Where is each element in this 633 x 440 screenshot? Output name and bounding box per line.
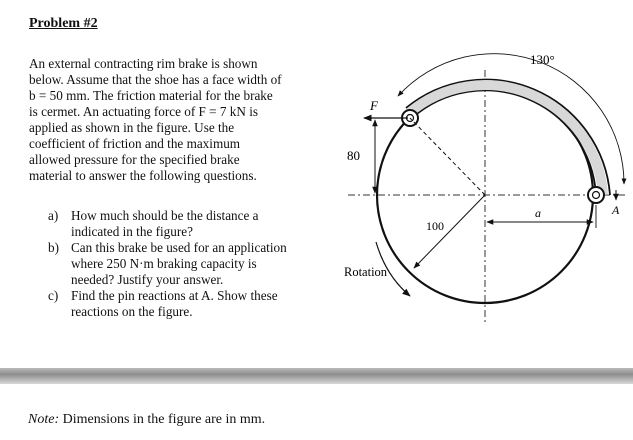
question-line: Find the pin reactions at A. Show these: [71, 288, 278, 303]
question-label: b): [48, 240, 59, 255]
distance-a-label: a: [535, 206, 541, 220]
note: [28, 412, 265, 428]
question-label: c): [48, 288, 59, 303]
radius-label: 100: [426, 219, 444, 233]
radius-line: [414, 195, 485, 268]
question-line: reactions on the figure.: [71, 304, 193, 319]
rotation-label: Rotation: [344, 265, 388, 279]
problem-title: Problem #2: [29, 16, 98, 31]
description-line: allowed pressure for the specified brake: [29, 152, 240, 167]
question-line: needed? Justify your answer.: [71, 272, 224, 287]
brake-shoe-outer: [412, 90, 596, 195]
question-line: How much should be the distance a: [71, 208, 259, 223]
pivot-pin-center: [593, 192, 600, 199]
note-label: Note:: [28, 412, 60, 427]
angle-label: 130°: [530, 52, 555, 67]
question-line: Can this brake be used for an application: [71, 240, 287, 255]
pin-a-label: A: [612, 203, 620, 217]
description-line: material to answer the following questions.: [29, 168, 257, 183]
description-line: applied as shown in the figure. Use the: [29, 120, 235, 135]
question-line: where 250 N·m braking capacity is: [71, 256, 257, 271]
section-divider: [0, 368, 633, 384]
question-line: indicated in the figure?: [71, 224, 193, 239]
question-label: a): [48, 208, 59, 223]
dimension-80-label: 80: [347, 148, 360, 163]
force-label: F: [370, 98, 378, 113]
description-line: b = 50 mm. The friction material for the brake: [29, 88, 273, 103]
description-line: below. Assume that the shoe has a face width of: [29, 72, 282, 87]
description-line: An external contracting rim brake is shown: [29, 56, 258, 71]
description-line: coefficient of friction and the maximum: [29, 136, 241, 151]
note-text: Dimensions in the figure are in mm.: [59, 412, 266, 427]
description-line: is cermet. An actuating force of F = 7 kN is: [29, 104, 259, 119]
pin-radial-line: [410, 118, 485, 195]
